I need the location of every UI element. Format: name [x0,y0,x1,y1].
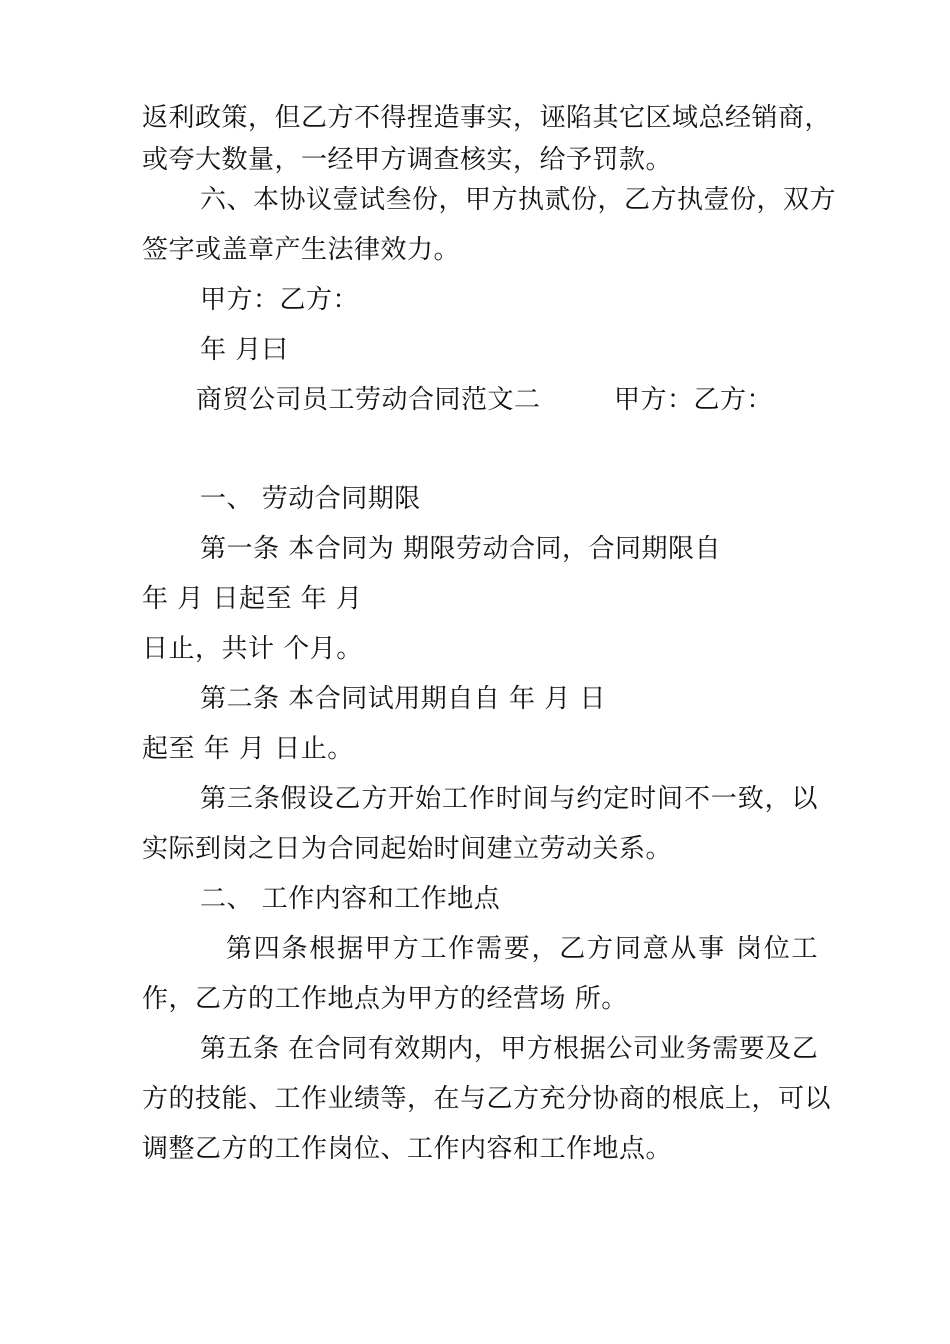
text-line: 第一条 本合同为 期限劳动合同，合同期限自 [200,534,722,564]
signature-date: 年 月曰 [200,335,289,365]
text-line: 调整乙方的工作岗位、工作内容和工作地点。 [142,1134,673,1164]
text-line: 六、本协议壹试叁份，甲方执贰份，乙方执壹份，双方 [200,185,837,215]
text-line: 签字或盖章产生法律效力。 [142,235,461,265]
document-title: 商贸公司员工劳动合同范文二 [196,385,541,415]
text-line: 作，乙方的工作地点为甲方的经营场 所。 [142,984,628,1014]
contract-parties: 甲方：乙方： [614,385,774,415]
text-line: 返利政策，但乙方不得捏造事实，诬陷其它区域总经销商， [142,103,832,133]
text-line: 起至 年 月 日止。 [142,734,354,764]
text-line: 第二条 本合同试用期自自 年 月 日 [200,684,607,714]
text-line: 日止，共计 个月。 [142,634,363,664]
signature-parties: 甲方：乙方： [200,285,360,315]
text-line: 方的技能、工作业绩等，在与乙方充分协商的根底上，可以 [142,1084,832,1114]
text-line: 第五条 在合同有效期内，甲方根据公司业务需要及乙 [200,1034,819,1064]
text-line: 年 月 日起至 年 月 [142,584,363,614]
section-heading: 二、 工作内容和工作地点 [200,884,501,914]
section-heading: 一、 劳动合同期限 [200,484,421,514]
text-line: 第四条根据甲方工作需要，乙方同意从事 岗位工 [226,934,818,964]
text-line: 第三条假设乙方开始工作时间与约定时间不一致，以 [200,784,818,814]
text-line: 或夸大数量，一经甲方调查核实，给予罚款。 [142,145,673,175]
text-line: 实际到岗之日为合同起始时间建立劳动关系。 [142,834,673,864]
